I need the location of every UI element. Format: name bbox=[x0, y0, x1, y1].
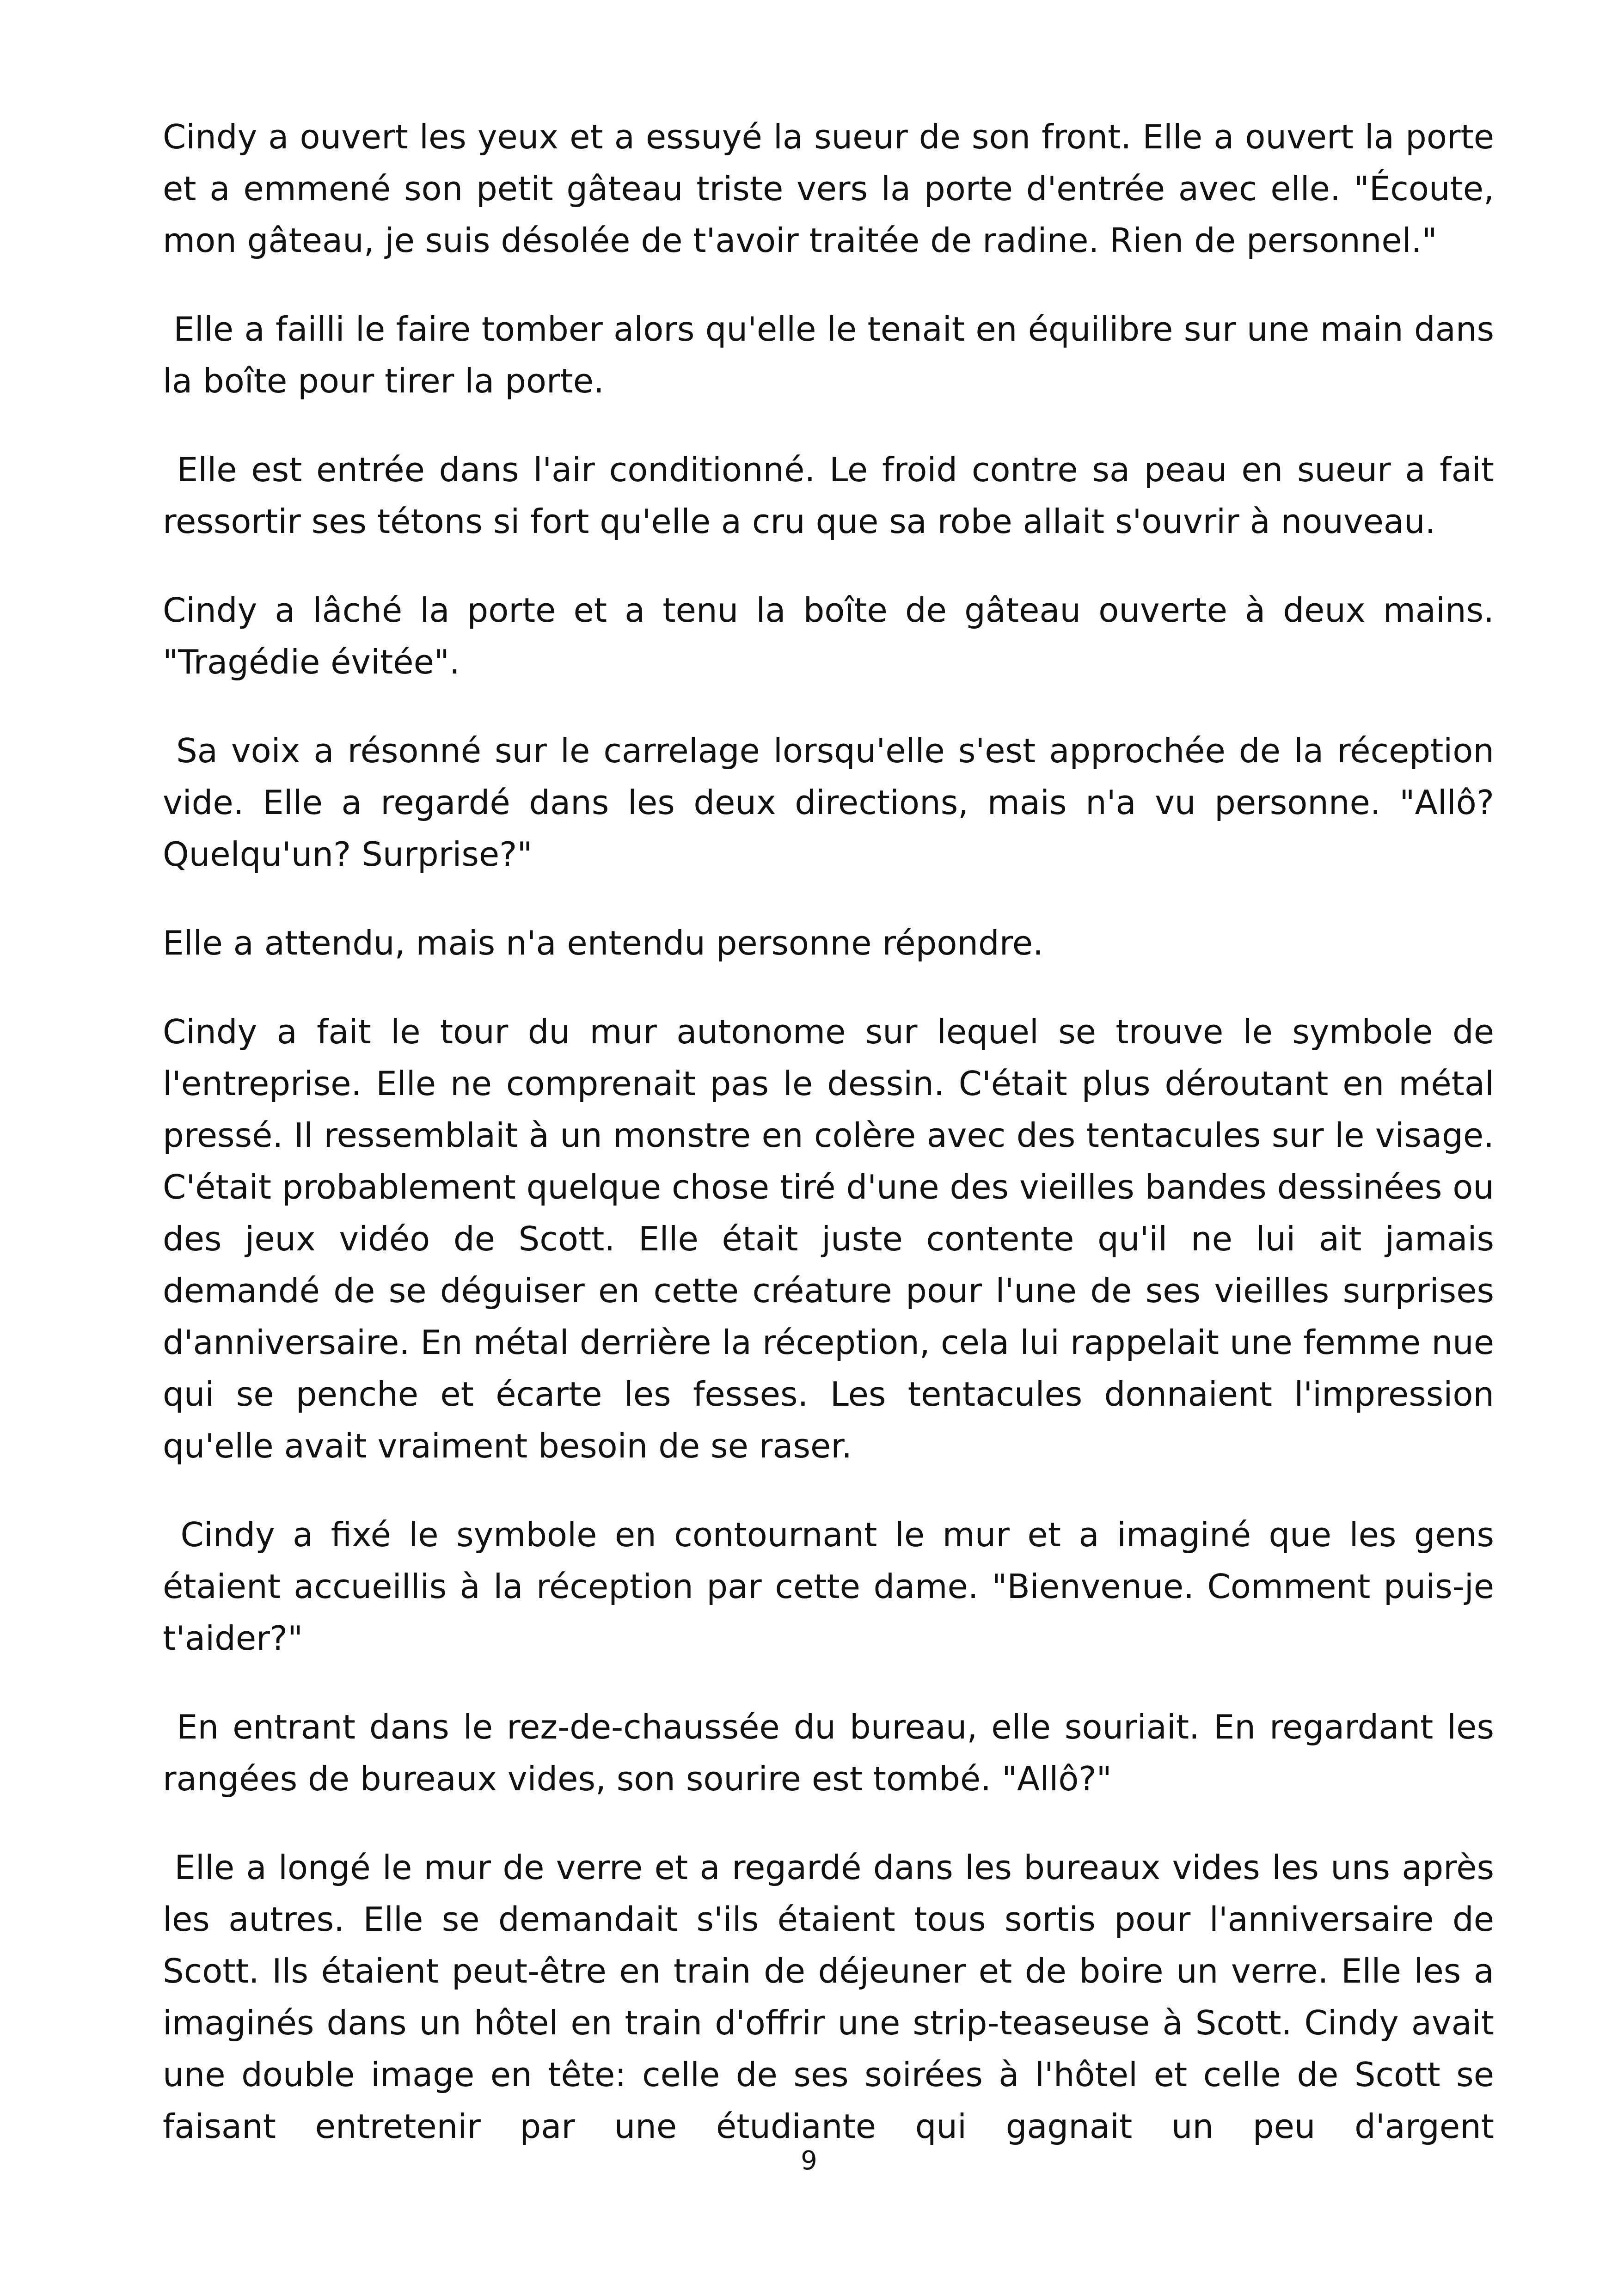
paragraph: Elle a failli le faire tomber alors qu'elle le tenait en équilibre sur une main dans la boîte pour tirer la porte. bbox=[163, 310, 1505, 400]
paragraph: Cindy a lâché la porte et a tenu la boîte de gâteau ouverte à deux mains. "Tragédie évitée". bbox=[163, 591, 1505, 681]
paragraph: Sa voix a résonné sur le carrelage lorsqu'elle s'est approchée de la réception vide. Elle a regardé dans les deux directions, mais n'a vu personne. "Allô? Quelqu'un? Surprise?" bbox=[163, 731, 1505, 874]
page-number: 9 bbox=[801, 2146, 817, 2176]
paragraph: Elle a attendu, mais n'a entendu personne répondre. bbox=[163, 924, 1043, 962]
paragraph: En entrant dans le rez-de-chaussée du bureau, elle souriait. En regardant les rangées de bureaux vides, son sourire est tombé. "Allô?" bbox=[163, 1708, 1505, 1798]
body-text bbox=[163, 111, 1505, 2152]
paragraph: Cindy a fixé le symbole en contournant le mur et a imaginé que les gens étaient accueillis à la réception par cette dame. "Bienvenue. Comment puis-je t'aider?" bbox=[163, 1515, 1505, 1658]
paragraph: Elle a longé le mur de verre et a regardé dans les bureaux vides les uns après les autres. Elle se demandait s'ils étaient tous sortis pour l'anniversaire de Scott. Ils étaient peut-être en train de déjeuner et de boire un verre. Elle les a imaginés dans un hôtel en train d'offrir une strip-teaseuse à Scott. Cindy avait une double image en tête: celle de ses soirées à l'hôtel et celle de Scott se faisant entretenir par une étudiante qui gagnait un peu d'argent bbox=[163, 1848, 1505, 2146]
paragraph: Elle est entrée dans l'air conditionné. Le froid contre sa peau en sueur a fait ressortir ses tétons si fort qu'elle a cru que sa robe allait s'ouvrir à nouveau. bbox=[163, 450, 1505, 541]
paragraph: Cindy a ouvert les yeux et a essuyé la sueur de son front. Elle a ouvert la porte et a emmené son petit gâteau triste vers la porte d'entrée avec elle. "Écoute, mon gâteau, je suis désolée de t'avoir traitée de radine. Rien de personnel." bbox=[163, 117, 1505, 260]
paragraph: Cindy a fait le tour du mur autonome sur lequel se trouve le symbole de l'entreprise. Elle ne comprenait pas le dessin. C'était plus déroutant en métal pressé. Il ressemblait à un monstre en colère avec des tentacules sur le visage. C'était probablement quelque chose tiré d'une des vieilles bandes dessinées ou des jeux vidéo de Scott. Elle était juste contente qu'il ne lui ait jamais demandé de se déguiser en cette créature pour l'une de ses vieilles surprises d'anniversaire. En métal derrière la réception, cela lui rappelait une femme nue qui se penche et écarte les fesses. Les tentacules donnaient l'impression qu'elle avait vraiment besoin de se raser. bbox=[163, 1012, 1505, 1465]
